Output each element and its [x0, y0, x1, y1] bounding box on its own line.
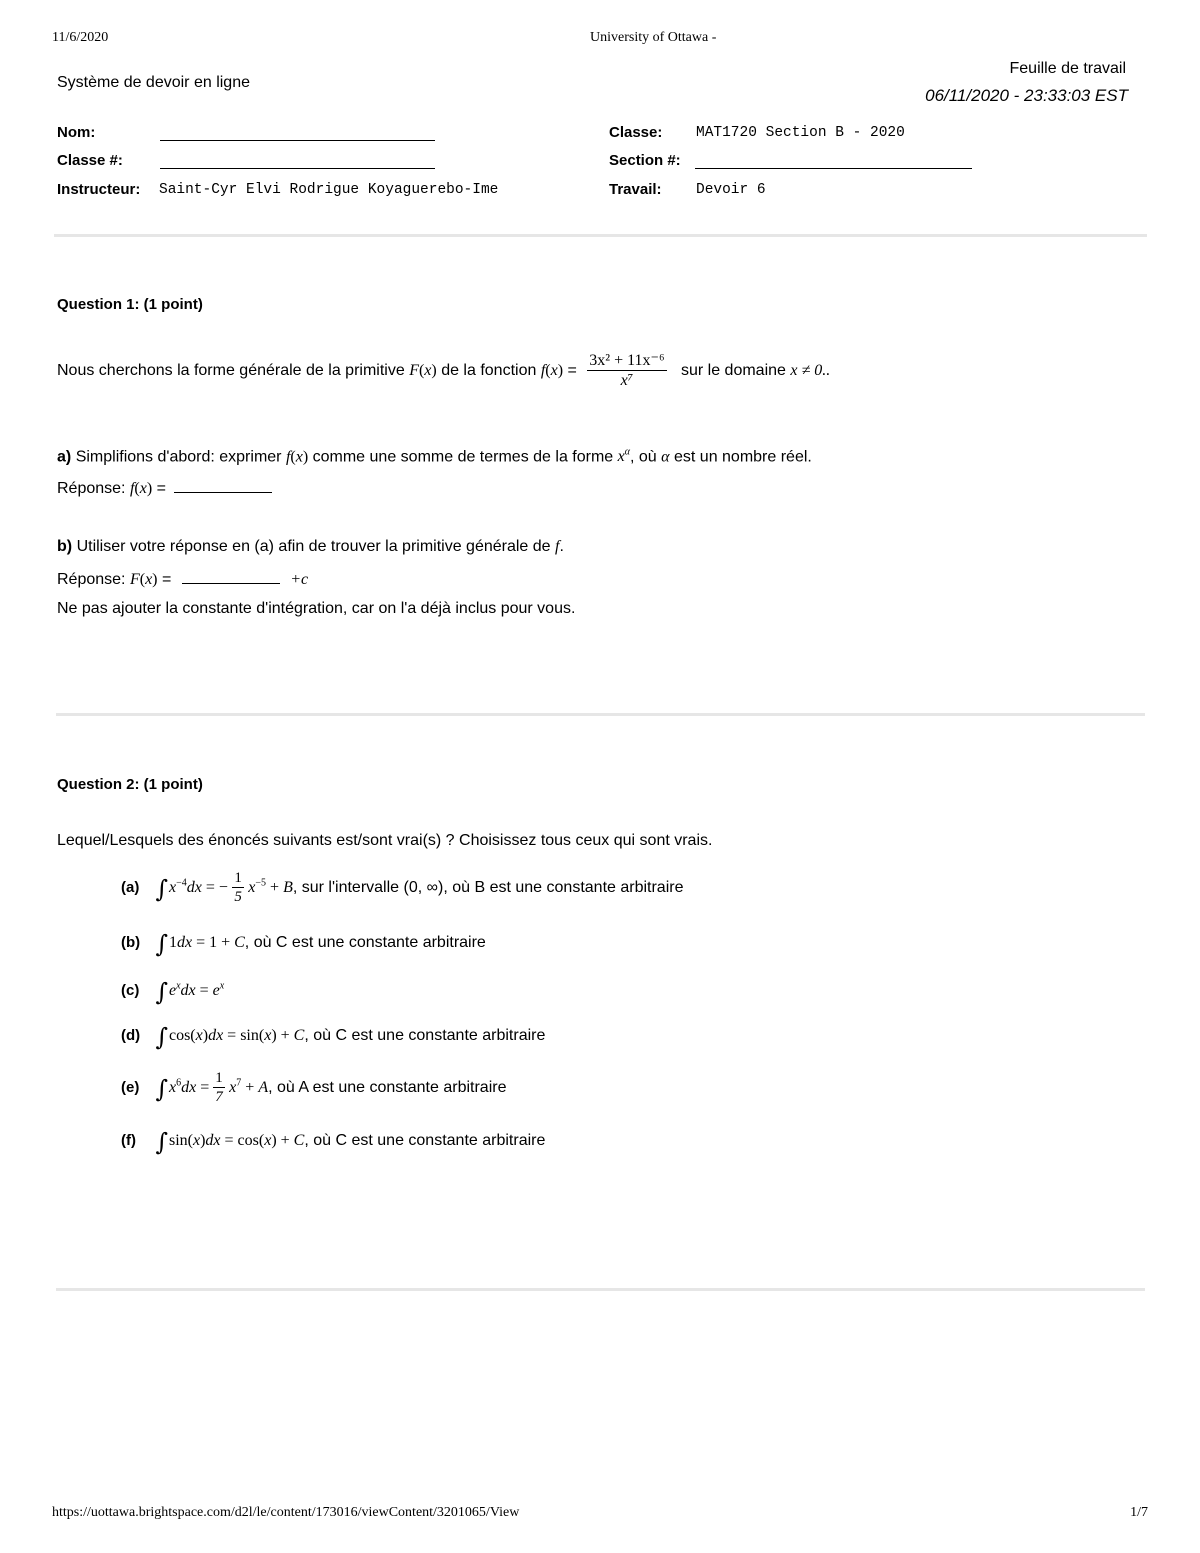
nom-label: Nom:	[57, 124, 96, 141]
part-a-statement: a) Simplifions d'abord: exprimer f(x) comme une somme de termes de la forme $x^\alpha$, où α est un nombre réel.	[57, 447, 812, 466]
plus-c: +c	[290, 571, 309, 588]
function-fraction	[587, 352, 666, 390]
option-f-text: , où C est une constante arbitraire	[304, 1132, 546, 1149]
print-date: 11/6/2020	[52, 30, 109, 45]
reponse-label: Réponse:	[57, 480, 126, 497]
nom-field[interactable]	[160, 124, 435, 141]
part-b-answer-input[interactable]	[182, 569, 280, 584]
instructeur-value: Saint-Cyr Elvi Rodrigue Koyaguerebo-Ime	[159, 182, 499, 198]
travail-label: Travail:	[609, 181, 662, 198]
option-d[interactable]: (d) ∫cos(x)dx = sin(x) + C, où C est une constante arbitraire	[121, 1023, 546, 1051]
question-2-prompt: Lequel/Lesquels des énoncés suivants est/sont vrai(s) ? Choisissez tous ceux qui sont vrais.	[57, 832, 713, 849]
classe-value: MAT1720 Section B - 2020	[696, 125, 905, 141]
print-title: University of Ottawa -	[590, 30, 717, 45]
option-e-label: (e)	[121, 1078, 140, 1096]
part-b-statement: b) Utiliser votre réponse en (a) afin de trouver la primitive générale de f.	[57, 538, 564, 555]
system-name: Système de devoir en ligne	[57, 74, 250, 91]
instructeur-label: Instructeur:	[57, 181, 141, 198]
option-f-label: (f)	[121, 1132, 136, 1149]
option-b[interactable]: (b) ∫1dx = 1 + C, où C est une constante arbitraire	[121, 930, 486, 958]
divider	[54, 234, 1147, 237]
primitive-symbol: F	[409, 362, 419, 380]
classe-num-field[interactable]	[160, 152, 435, 169]
worksheet-label: Feuille de travail	[1009, 60, 1126, 77]
question-1-title: Question 1: (1 point)	[57, 296, 203, 313]
q1-intro-b: de la fonction	[441, 362, 537, 380]
option-b-text: , où C est une constante arbitraire	[244, 934, 486, 951]
divider	[56, 1288, 1145, 1291]
q1-intro-a: Nous cherchons la forme générale de la primitive	[57, 362, 405, 380]
divider	[56, 713, 1145, 716]
part-a-answer-input[interactable]	[174, 478, 272, 493]
domain-condition: x ≠ 0..	[790, 362, 831, 380]
classe-num-label: Classe #:	[57, 152, 123, 169]
option-c[interactable]: (c) $\int e^xdx = e^x$	[121, 978, 225, 1006]
section-label: Section #:	[609, 152, 681, 169]
page-number: 1/7	[1130, 1505, 1148, 1520]
option-a[interactable]: (a) $\int x^{-4}dx$ = − $\frac{1}{5}$ $x^{-5} + B$, sur l'intervalle (0, ∞), où B est une constante arbitraire	[121, 870, 684, 905]
option-e-text: , où A est une constante arbitraire	[268, 1078, 507, 1096]
fraction-numerator: 3x² + 11x⁻⁶	[589, 352, 665, 369]
section-field[interactable]	[695, 152, 972, 169]
part-b-answer-row: Réponse: F(x) = +c	[57, 571, 309, 588]
part-b-label: b)	[57, 538, 73, 555]
print-url: https://uottawa.brightspace.com/d2l/le/content/173016/viewContent/3201065/View	[52, 1505, 520, 1520]
question-2-title: Question 2: (1 point)	[57, 776, 203, 793]
integration-note: Ne pas ajouter la constante d'intégration, car on l'a déjà inclus pour vous.	[57, 600, 576, 617]
part-a-answer-row: Réponse: f(x) =	[57, 478, 272, 498]
travail-value: Devoir 6	[696, 182, 766, 198]
fraction-denominator: x⁷	[620, 371, 634, 389]
option-e[interactable]: (e) $\int x^6dx$ = $\frac{1}{7}$ $x^7 + A$, où A est une constante arbitraire	[121, 1070, 507, 1105]
option-c-label: (c)	[121, 982, 140, 999]
option-b-label: (b)	[121, 934, 141, 951]
sheet-timestamp: 06/11/2020 - 23:33:03 EST	[925, 86, 1128, 105]
option-a-text: , sur l'intervalle (0, ∞), où B est une constante arbitraire	[292, 878, 684, 896]
option-a-label: (a)	[121, 878, 140, 896]
classe-label: Classe:	[609, 124, 663, 141]
part-a-label: a)	[57, 448, 72, 466]
option-d-label: (d)	[121, 1027, 141, 1044]
option-d-text: , où C est une constante arbitraire	[304, 1027, 546, 1044]
reponse-label-b: Réponse:	[57, 571, 126, 588]
question-1-statement: Nous cherchons la forme générale de la primitive F(x) de la fonction f(x) = $\frac{\text{3x² + 11x⁻⁶}}{\text{x⁷}}$ sur le domaine x ≠ 0..	[57, 352, 831, 389]
option-f[interactable]: (f) ∫sin(x)dx = cos(x) + C, où C est une constante arbitraire	[121, 1128, 546, 1156]
q1-intro-c: sur le domaine	[680, 362, 786, 380]
